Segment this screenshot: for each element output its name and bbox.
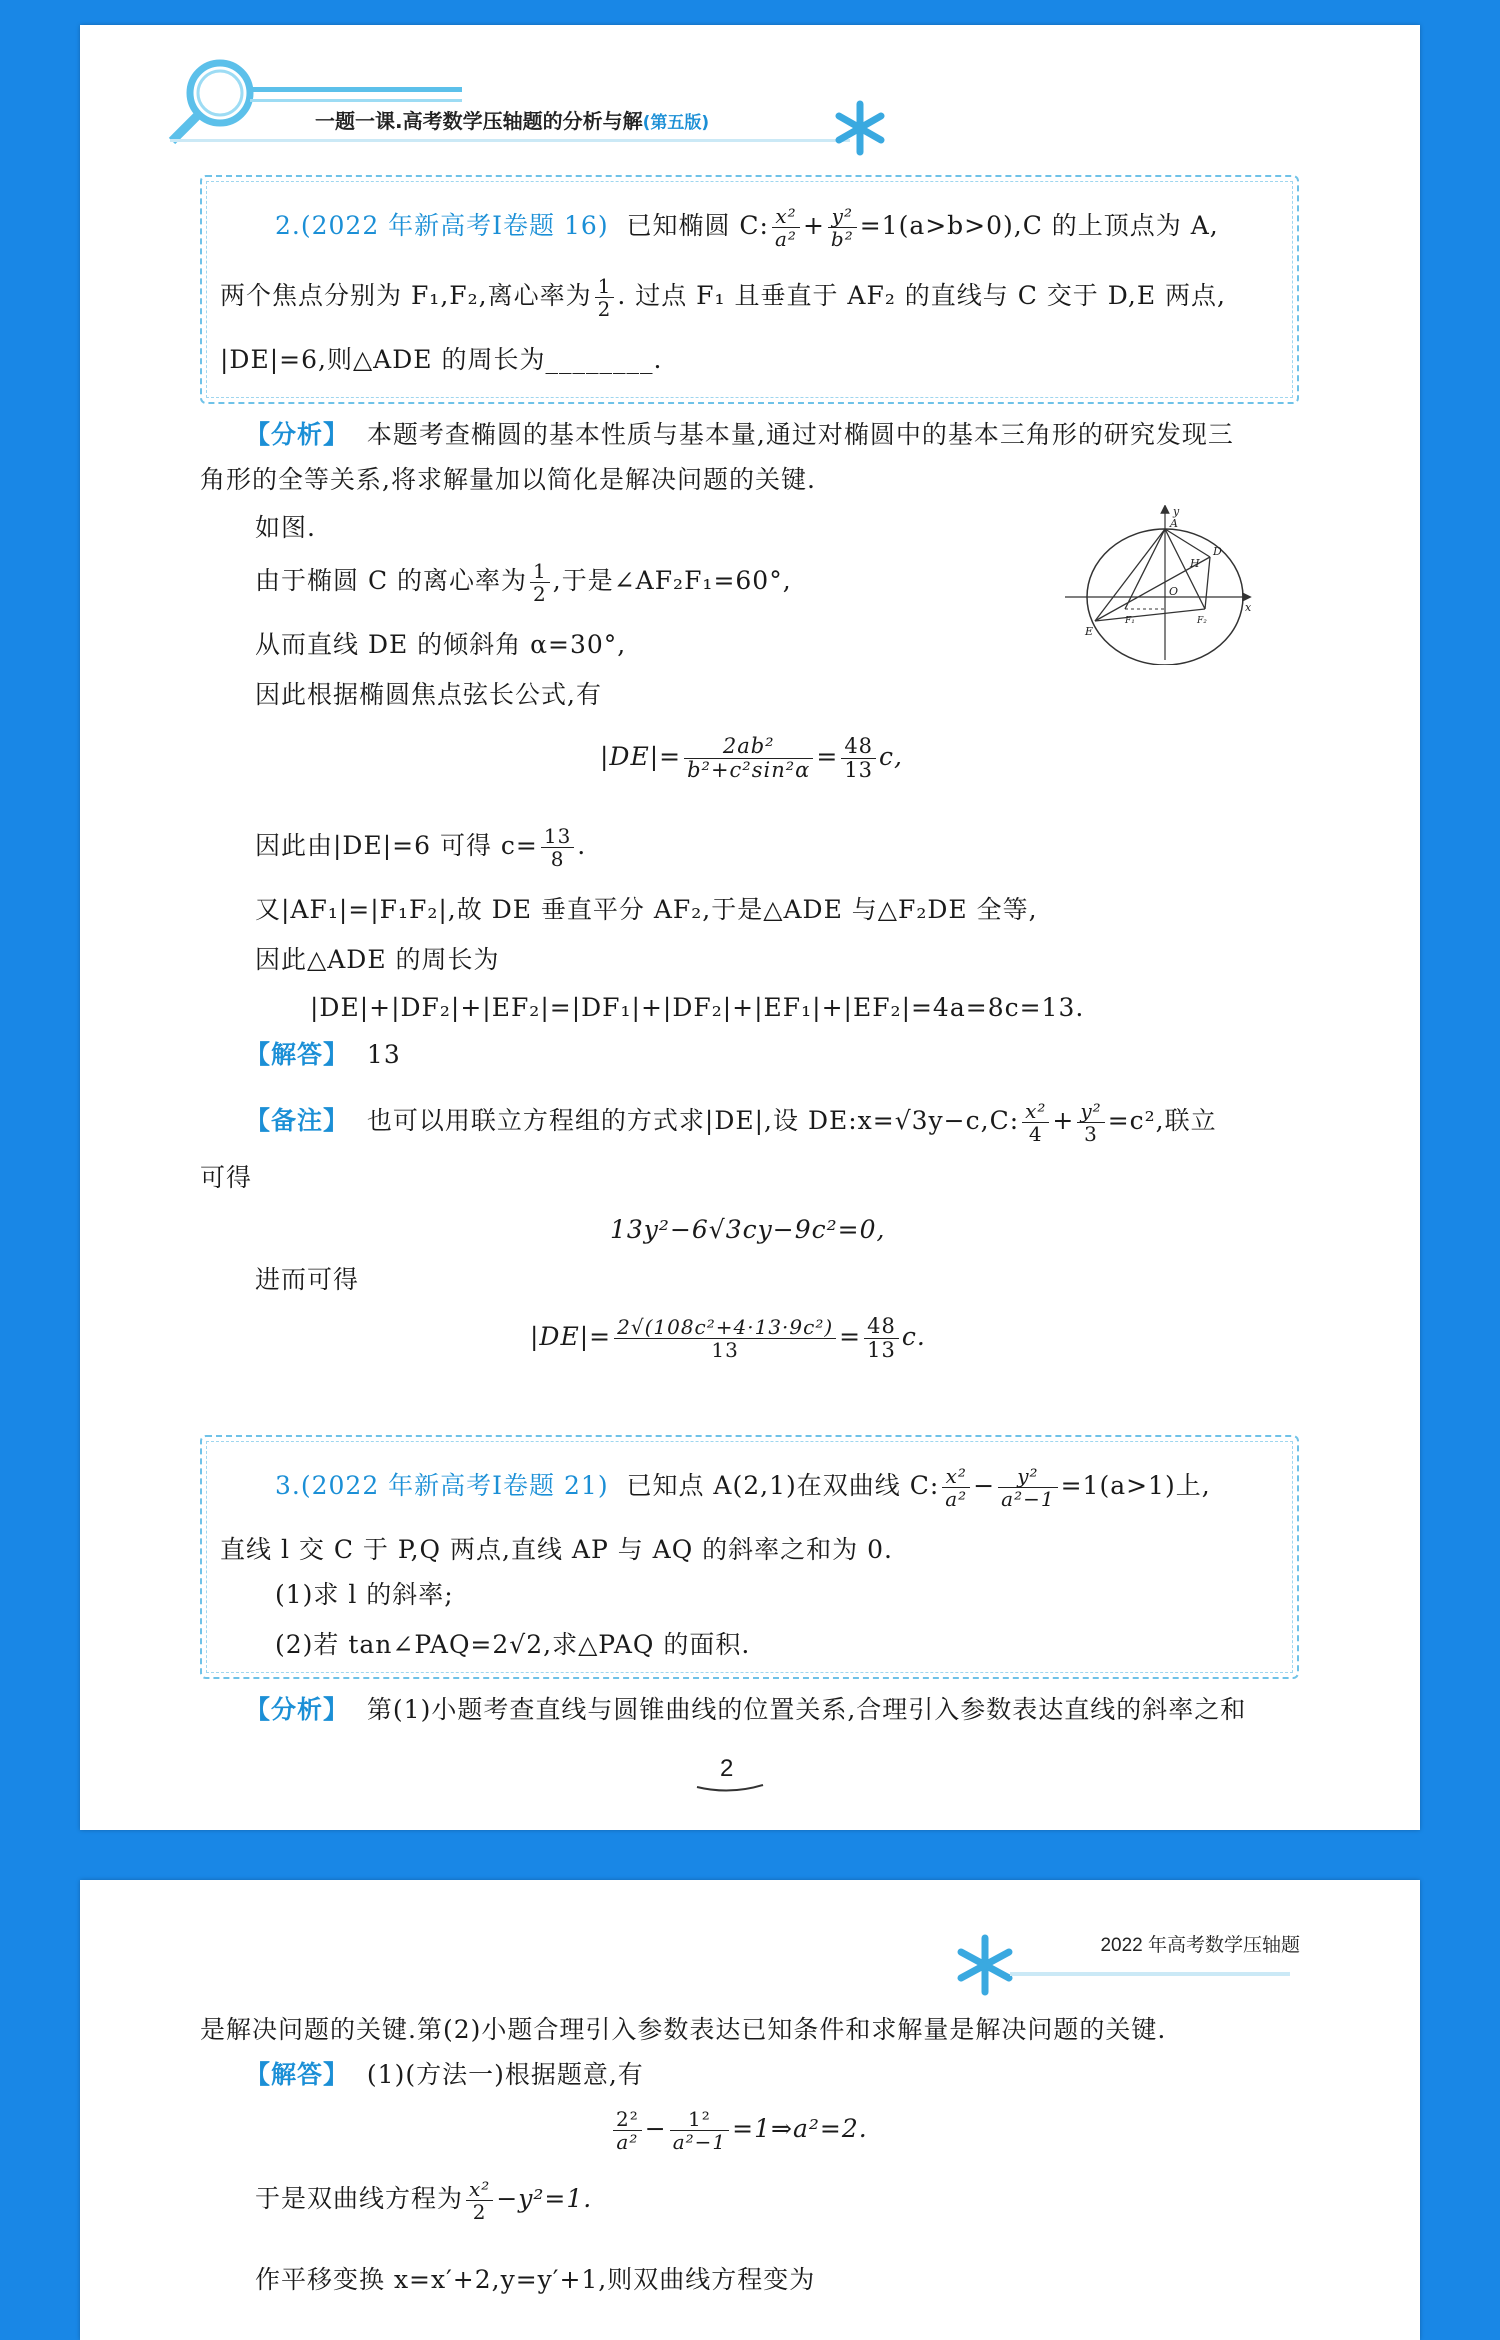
note-2-formula-2: |DE|= $\frac{\text{2√(108c²+4·13·9c²)}}{13}$ = $\frac{48}{13}$ c. bbox=[530, 1314, 926, 1363]
analysis-2-line-5: 从而直线 DE 的倾斜角 α=30°, bbox=[255, 630, 627, 659]
page-2-line-2: 于是双曲线方程为 $\frac{\text{x²}}{2}$ −y²=1. bbox=[255, 2177, 593, 2224]
asterisk-decoration-icon bbox=[830, 98, 890, 158]
analysis-2-line-8: 又|AF₁|=|F₁F₂|,故 DE 垂直平分 AF₂,于是△ADE 与△F₂DE 全等, bbox=[255, 895, 1038, 924]
fig-label-f2: F₂ bbox=[1197, 616, 1207, 626]
page-2-answer-line: 【解答】 (1)(方法一)根据题意,有 bbox=[245, 2060, 644, 2089]
asterisk-decoration-icon bbox=[950, 1930, 1020, 2000]
magnifier-icon bbox=[160, 43, 920, 163]
fig-label-y: y bbox=[1173, 505, 1180, 518]
problem-3-line-1: 3.(2022 年新高考Ⅰ卷题 21) 已知点 A(2,1)在双曲线 C: $\frac{\text{x²}}{\text{a²}}$ − $\frac{\text{y²}}{\text{a²−1}}$ =1(a>1)上, bbox=[275, 1464, 1211, 1511]
problem-3-line-4: (2)若 tan∠PAQ=2√2,求△PAQ 的面积. bbox=[275, 1630, 751, 1659]
note-2-line-3: 进而可得 bbox=[255, 1265, 360, 1294]
note-2-formula: 13y²−6√3cy−9c²=0, bbox=[610, 1215, 886, 1244]
book-title: 一题一课.高考数学压轴题的分析与解(第五版) bbox=[315, 109, 710, 133]
fig-label-o: O bbox=[1169, 585, 1179, 598]
fig-label-f1: F₁ bbox=[1125, 616, 1135, 626]
page-2-header: 2022 年高考数学压轴题 bbox=[1100, 1935, 1300, 1956]
analysis-2-line-4: 由于椭圆 C 的离心率为 $\frac{1}{2}$ ,于是∠AF₂F₁=60°, bbox=[255, 559, 792, 606]
analysis-2-line-7: 因此由|DE|=6 可得 c= $\frac{13}{8}$ . bbox=[255, 824, 587, 871]
book-page-1 bbox=[80, 25, 1420, 1830]
page-header bbox=[160, 43, 920, 163]
problem-2-line-3: |DE|=6,则△ADE 的周长为________. bbox=[220, 345, 663, 374]
analysis-3-line-1: 【分析】 第(1)小题考查直线与圆锥曲线的位置关系,合理引入参数表达直线的斜率之和 bbox=[245, 1695, 1247, 1724]
answer-tag: 【解答】 bbox=[245, 2060, 350, 2089]
note-2-line-2: 可得 bbox=[200, 1163, 253, 1192]
edition-label: (第五版) bbox=[642, 113, 710, 133]
analysis-2-line-3: 如图. bbox=[255, 513, 316, 542]
problem-2-line-1: 2.(2022 年新高考Ⅰ卷题 16) 已知椭圆 C: $\frac{\text{x²}}{\text{a²}}$ + $\frac{\text{y²}}{\text{b²}}$ =1(a>b>0),C 的上顶点为 A, bbox=[275, 204, 1219, 251]
analysis-tag: 【分析】 bbox=[245, 420, 350, 449]
problem-3-line-3: (1)求 l 的斜率; bbox=[275, 1580, 454, 1609]
analysis-2-line-6: 因此根据椭圆焦点弦长公式,有 bbox=[255, 680, 602, 709]
analysis-2-line-2: 角形的全等关系,将求解量加以简化是解决问题的关键. bbox=[200, 465, 816, 494]
analysis-2-line-1: 【分析】 本题考查椭圆的基本性质与基本量,通过对椭圆中的基本三角形的研究发现三 bbox=[245, 420, 1234, 449]
book-page-2 bbox=[80, 1880, 1420, 2340]
page-2-line-3: 作平移变换 x=x′+2,y=y′+1,则双曲线方程变为 bbox=[255, 2265, 816, 2294]
page-number: 2 bbox=[720, 1755, 733, 1783]
fig-label-a: A bbox=[1170, 517, 1178, 530]
fig-label-e: E bbox=[1085, 625, 1094, 638]
fig-label-h: H bbox=[1190, 557, 1200, 570]
analysis-2-line-9: 因此△ADE 的周长为 bbox=[255, 945, 500, 974]
ellipse-figure bbox=[1065, 505, 1255, 665]
formula-focal-chord: |DE|= $\frac{\text{2ab²}}{\text{b²+c²sin²α}}$ = $\frac{48}{13}$ c, bbox=[600, 734, 903, 783]
page-number-ornament bbox=[695, 1781, 765, 1795]
analysis-2-line-10: |DE|+|DF₂|+|EF₂|=|DF₁|+|DF₂|+|EF₁|+|EF₂|=4a=8c=13. bbox=[310, 993, 1085, 1022]
answer-tag: 【解答】 bbox=[245, 1040, 350, 1069]
page-2-line-1: 是解决问题的关键.第(2)小题合理引入参数表达已知条件和求解量是解决问题的关键. bbox=[200, 2015, 1167, 2044]
problem-2-line-2: 两个焦点分别为 F₁,F₂,离心率为 $\frac{1}{2}$ . 过点 F₁ 且垂直于 AF₂ 的直线与 C 交于 D,E 两点, bbox=[220, 274, 1226, 321]
header-rule bbox=[1010, 1972, 1290, 1976]
fig-label-x: x bbox=[1245, 601, 1252, 614]
page-2-equation: $\frac{\text{2²}}{\text{a²}}$ − $\frac{\text{1²}}{\text{a²−1}}$ =1⇒a²=2. bbox=[610, 2108, 868, 2153]
analysis-tag: 【分析】 bbox=[245, 1695, 350, 1724]
fig-label-d: D bbox=[1213, 545, 1222, 558]
note-2-line-1: 【备注】 也可以用联立方程组的方式求|DE|,设 DE:x=√3y−c,C: $\frac{\text{x²}}{4}$ + $\frac{\text{y²}}{3}$ =c²,联立 bbox=[245, 1099, 1217, 1146]
answer-2: 【解答】 13 bbox=[245, 1040, 401, 1069]
problem-3-line-2: 直线 l 交 C 于 P,Q 两点,直线 AP 与 AQ 的斜率之和为 0. bbox=[220, 1535, 893, 1564]
note-tag: 【备注】 bbox=[245, 1106, 350, 1135]
